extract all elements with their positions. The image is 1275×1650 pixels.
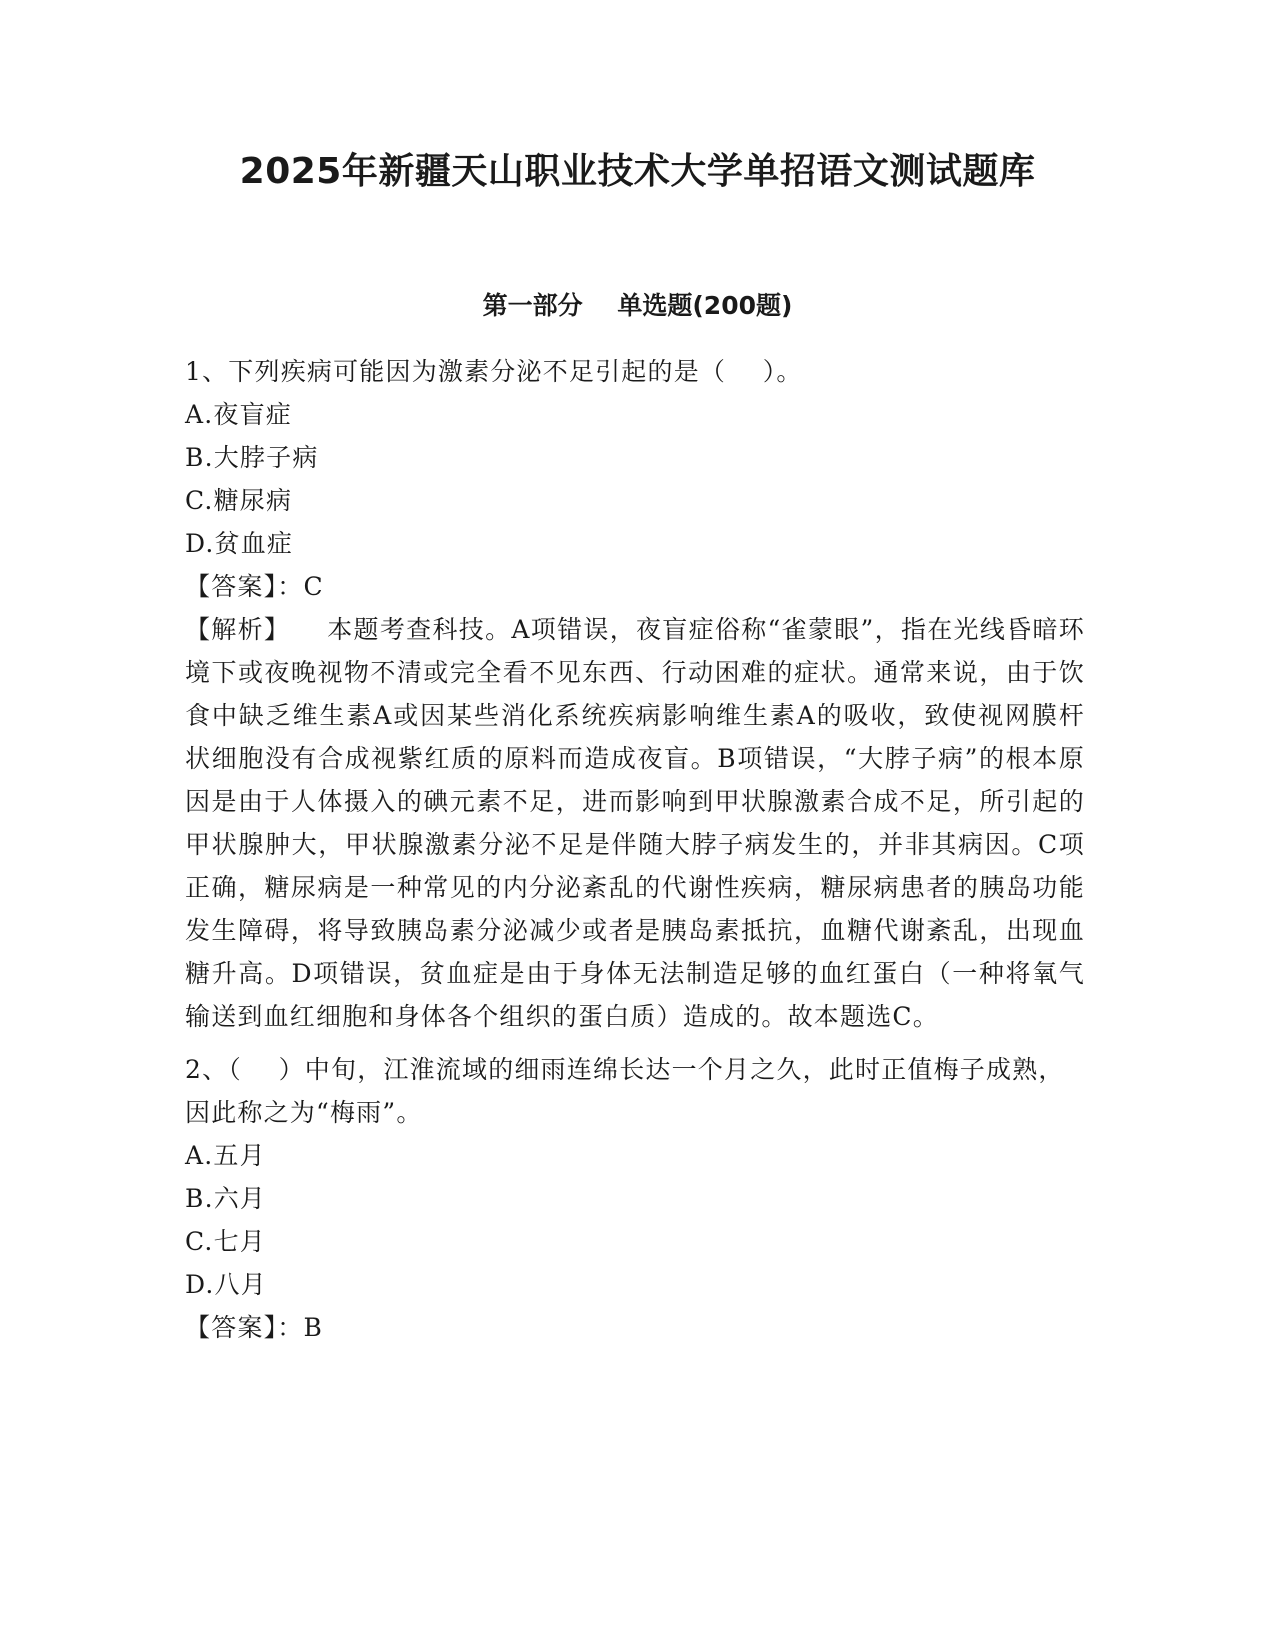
answer-line: 【答案】：C [185, 572, 324, 601]
answer-line: 【答案】：B [185, 1313, 324, 1342]
option-d: D.贫血症 [185, 529, 294, 558]
option-c: C.糖尿病 [185, 486, 293, 515]
question-stem: 1、下列疾病可能因为激素分泌不足引起的是（ ）。 [185, 357, 803, 386]
option-b: B.六月 [185, 1184, 267, 1213]
option-a: A.五月 [185, 1141, 266, 1170]
section-title: 第一部分 单选题(200题) [482, 291, 793, 320]
analysis-text: 【解析】 本题考查科技。A项错误，夜盲症俗称“雀蒙眼”，指在光线昏暗环境下或夜晚视物不清或完全看不见东西、行动困难的症状。通常来说，由于饮食中缺乏维生素A或因某些消化系统疾病影响维生素A的吸收，致使视网膜杆状细胞没有合成视紫红质的原料而造成夜盲。B项错误，“大脖子病”的根本原因是由于人体摄入的碘元素不足，进而影响到甲状腺激素合成不足，所引起的甲状腺肿大，甲状腺激素分泌不足是伴随大脖子病发生的，并非其病因。C项正确，糖尿病是一种常见的内分泌紊乱的代谢性疾病，糖尿病患者的胰岛功能发生障碍，将导致胰岛素分泌减少或者是胰岛素抵抗，血糖代谢紊乱，出现血糖升高。D项错误，贫血症是由于身体无法制造足够的血红蛋白（一种将氧气输送到血红细胞和身体各个组织的蛋白质）造成的。故本题选C。 [185, 615, 1085, 1031]
question-1 [185, 350, 1085, 1038]
document-title: 2025年新疆天山职业技术大学单招语文测试题库 [239, 151, 1036, 192]
question-list [185, 350, 1085, 1349]
question-stem: 2、（ ）中旬，江淮流域的细雨连绵长达一个月之久，此时正值梅子成熟，因此称之为“梅雨”。 [185, 1055, 1065, 1127]
option-d: D.八月 [185, 1270, 267, 1299]
option-a: A.夜盲症 [185, 400, 293, 429]
question-2 [185, 1048, 1085, 1349]
option-c: C.七月 [185, 1227, 266, 1256]
option-b: B.大脖子病 [185, 443, 319, 472]
